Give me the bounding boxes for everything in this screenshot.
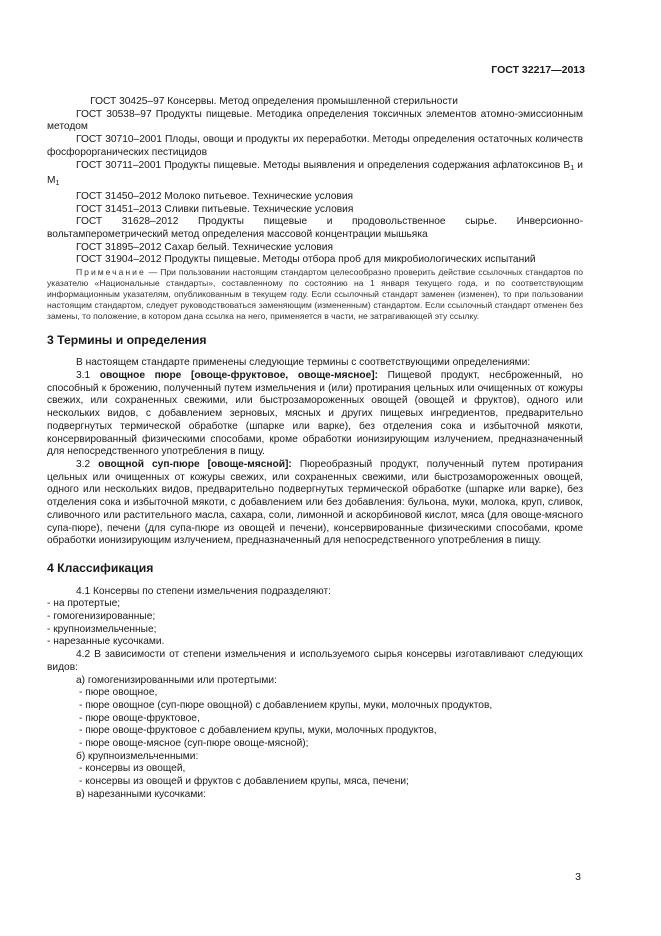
- ref-item: ГОСТ 30538–97 Продукты пищевые. Методика определения токсичных элементов атомно-эмиссионным методом: [47, 108, 583, 133]
- term-3-2: 3.2 овощной суп-пюре [овоще-мясной]: Пюреобразный продукт, полученный путем протирания цельных или очищенных от кожуры свежих, или сохраненных свежими, или быстрозамороженных овощей, одного или нескольких видов, предварительно подвергнутых термической обработке (шпарке или варке), без отделения сока и избыточной мякоти, с добавлением или без добавления: бульона, муки, молока, круп, сливок, сливочного или растительного масла, сахара, соли, лимонной и аскорбиновой кислот, мяса (для овоще-мясного супа-пюре), печени (для супа-пюре из овощей и печени), консервированные физическими способами, кроме обработки ионизирующим излучением, предназначенный для непосредственного употребления в пищу.: [47, 459, 583, 547]
- section-4-body: [47, 586, 583, 802]
- note-label: Примечание: [76, 267, 146, 278]
- list-item: - пюре овощное (суп-пюре овощной) с добавлением крупы, муки, молочных продуктов,: [79, 699, 493, 711]
- group-a-heading: а) гомогенизированными или протертыми:: [76, 674, 277, 686]
- list-item: - пюре овоще-фруктовое,: [79, 712, 200, 724]
- section-3-intro: В настоящем стандарте применены следующие термины с соответствующими определениями:: [76, 357, 531, 369]
- term-3-1: 3.1 овощное пюре [овоще-фруктовое, овоще-мясное]: Пищевой продукт, несброженный, но способный к брожению, полученный путем измельчения и (или) протирания цельных или очищенных от кожуры свежих, или сохраненных свежими, или быстрозамороженных овощей (овощей и фруктов), одного или нескольких видов, с добавлением зерновых, мясных и других пищевых ингредиентов, предварительно подвергнутых термической обработке (шпарке или варке), без отделения сока и избыточной мякоти, консервированный физическими способами, кроме обработки ионизирующим излучением, предназначенный для непосредственного употребления в пищу.: [47, 370, 584, 458]
- section-4-title: 4 Классификация: [47, 560, 154, 575]
- list-item: - консервы из овощей и фруктов с добавлением крупы, мяса, печени;: [79, 776, 409, 788]
- section-3-title: 3 Термины и определения: [47, 332, 207, 347]
- page-number: 3: [575, 871, 581, 883]
- note-text: — При пользовании настоящим стандартом целесообразно проверить действие ссылочных стандартов по указателю «Национальные стандарты», составленному по состоянию на 1 января текущего года, и по соответствующим информационным указателям, опубликованным в текущем году. Если ссылочный стандарт заменен (изменен), то при пользовании настоящим стандартом, следует руководствоваться заменяющим (измененным) стандартом. Если ссылочный стандарт отменен без замены, то положение, в котором дана ссылка на него, применяется в части, не затрагивающей эту ссылку.: [47, 267, 583, 321]
- ref-item: ГОСТ 31904–2012 Продукты пищевые. Методы отбора проб для микробиологических испытаний: [76, 254, 536, 266]
- page-content: [47, 96, 584, 802]
- ref-item: ГОСТ 30711–2001 Продукты пищевые. Методы выявления и определения содержания афлатоксинов $B_1$ и $M_1$: [47, 159, 583, 188]
- list-item: - крупноизмельченные;: [47, 623, 157, 635]
- group-b-heading: б) крупноизмельченными:: [76, 750, 199, 762]
- ref-item: ГОСТ 31628–2012 Продукты пищевые и продовольственное сырье. Инверсионно-вольтамперометрический метод определения массовой концентрации мышьяка: [47, 216, 583, 241]
- list-item: - на протертые;: [47, 598, 121, 610]
- list-item: - консервы из овощей,: [79, 763, 186, 775]
- normative-references: [47, 96, 583, 322]
- document-code: ГОСТ 32217—2013: [491, 64, 585, 76]
- note: [47, 267, 583, 322]
- clause-4-1: 4.1 Консервы по степени измельчения подразделяют:: [76, 585, 331, 597]
- list-item: - пюре овоще-фруктовое с добавлением крупы, муки, молочных продуктов,: [79, 725, 437, 737]
- list-item: - гомогенизированные;: [47, 611, 156, 623]
- ref-item: ГОСТ 31895–2012 Сахар белый. Технические условия: [76, 241, 334, 253]
- ref-item: ГОСТ 31450–2012 Молоко питьевое. Технические условия: [76, 190, 354, 202]
- list-item: - пюре овоще-мясное (суп-пюре овоще-мясной);: [79, 738, 309, 750]
- list-item: - нарезанные кусочками.: [47, 636, 165, 648]
- ref-item: ГОСТ 30425–97 Консервы. Метод определения промышленной стерильности: [90, 96, 458, 107]
- group-c-heading: в) нарезанными кусочками:: [76, 788, 206, 800]
- list-item: - пюре овощное,: [79, 687, 158, 699]
- ref-item: ГОСТ 30710–2001 Плоды, овощи и продукты их переработки. Методы определения остаточных количеств фосфорорганических пестицидов: [47, 134, 583, 158]
- clause-4-2: 4.2 В зависимости от степени измельчения и используемого сырья консервы изготавливают следующих видов:: [47, 649, 583, 673]
- ref-item: ГОСТ 31451–2013 Сливки питьевые. Технические условия: [76, 203, 354, 215]
